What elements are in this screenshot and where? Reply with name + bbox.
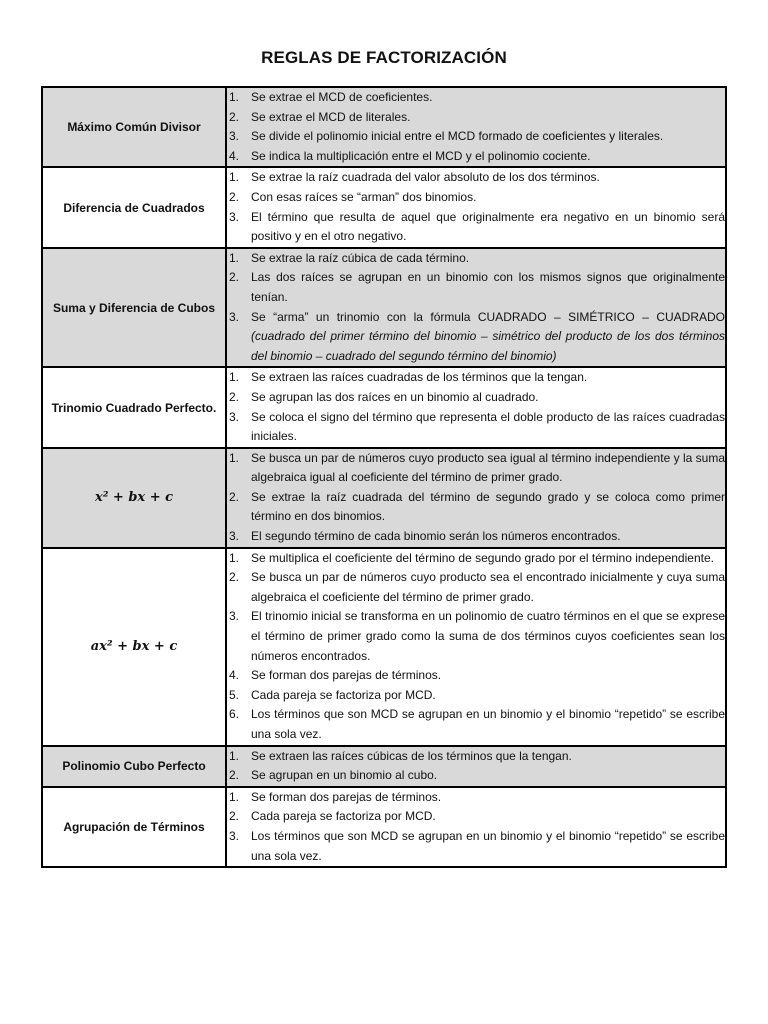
step-number: 5.	[229, 687, 240, 702]
rule-row	[42, 448, 726, 548]
step-item	[227, 208, 725, 247]
step-item	[227, 568, 725, 607]
step-number: 2.	[229, 189, 240, 204]
step-item	[227, 666, 725, 686]
step-text: Se busca un par de números cuyo producto sea igual al término independiente y la suma algebraica igual al coeficiente del término de primer grado.	[251, 450, 725, 485]
step-item	[227, 488, 725, 527]
rule-name: x² + bx + c	[42, 448, 226, 548]
rule-row	[42, 167, 726, 247]
step-text: Se agrupan en un binomio al cubo.	[251, 768, 438, 783]
step-text: Se divide el polinomio inicial entre el MCD formado de coeficientes y literales.	[251, 129, 664, 144]
step-item	[227, 249, 725, 269]
step-text: El trinomio inicial se transforma en un polinomio de cuatro términos en el que se exprese el término de primer grado como la suma de dos términos cuyos coeficientes sean los números encontrados.	[251, 609, 725, 663]
step-text: Con esas raíces se “arman” dos binomios.	[251, 189, 477, 204]
rule-name: ax² + bx + c	[42, 548, 226, 746]
rule-steps	[226, 248, 726, 368]
step-item	[227, 607, 725, 666]
step-text: Se extrae la raíz cúbica de cada término.	[251, 250, 470, 265]
steps-list	[227, 368, 725, 446]
step-item	[227, 108, 725, 128]
step-text: Se extrae la raíz cuadrada del término de segundo grado y se coloca como primer término en dos binomios.	[251, 489, 725, 524]
step-number: 1.	[229, 370, 240, 385]
steps-list	[227, 88, 725, 166]
step-text: Se coloca el signo del término que representa el doble producto de las raíces cuadradas iniciales.	[251, 409, 725, 444]
step-item	[227, 549, 725, 569]
step-number: 3.	[229, 409, 240, 424]
rule-name: Trinomio Cuadrado Perfecto.	[42, 367, 226, 447]
steps-list	[227, 168, 725, 246]
step-number: 1.	[229, 250, 240, 265]
step-number: 1.	[229, 748, 240, 763]
rule-row	[42, 367, 726, 447]
rule-row	[42, 87, 726, 167]
step-text: El segundo término de cada binomio serán los números encontrados.	[251, 529, 621, 544]
rule-steps	[226, 167, 726, 247]
rule-row	[42, 787, 726, 867]
rule-row	[42, 746, 726, 787]
step-item	[227, 408, 725, 447]
step-number: 3.	[229, 828, 240, 843]
rule-steps	[226, 746, 726, 787]
rule-name: Suma y Diferencia de Cubos	[42, 248, 226, 368]
step-item	[227, 449, 725, 488]
step-item	[227, 705, 725, 744]
steps-list	[227, 249, 725, 367]
step-item	[227, 368, 725, 388]
step-number: 4.	[229, 668, 240, 683]
step-number: 1.	[229, 90, 240, 104]
factorization-rules-table	[41, 86, 727, 868]
step-item	[227, 388, 725, 408]
step-number: 3.	[229, 529, 240, 544]
rule-steps	[226, 548, 726, 746]
step-number: 1.	[229, 170, 240, 185]
step-item	[227, 766, 725, 786]
rule-name: Diferencia de Cuadrados	[42, 167, 226, 247]
step-number: 1.	[229, 450, 240, 465]
step-number: 4.	[229, 148, 240, 163]
step-item	[227, 168, 725, 188]
step-item	[227, 188, 725, 208]
step-text: Se extrae el MCD de coeficientes.	[251, 90, 433, 104]
rule-steps	[226, 367, 726, 447]
step-number: 3.	[229, 209, 240, 224]
step-text: Se extrae la raíz cuadrada del valor absoluto de los dos términos.	[251, 170, 600, 185]
steps-list	[227, 449, 725, 547]
step-number: 6.	[229, 707, 240, 722]
step-text: Cada pareja se factoriza por MCD.	[251, 687, 436, 702]
rule-name: Polinomio Cubo Perfecto	[42, 746, 226, 787]
step-item	[227, 788, 725, 808]
steps-list	[227, 788, 725, 866]
step-item	[227, 88, 725, 108]
step-item	[227, 807, 725, 827]
step-text: Se multiplica el coeficiente del término de segundo grado por el término independiente.	[251, 550, 714, 565]
step-text: Las dos raíces se agrupan en un binomio con los mismos signos que originalmente tenían.	[251, 270, 725, 304]
step-number: 1.	[229, 550, 240, 565]
step-item	[227, 747, 725, 767]
step-item	[227, 308, 725, 367]
step-item	[227, 686, 725, 706]
rule-row	[42, 548, 726, 746]
step-number: 2.	[229, 109, 240, 124]
step-number: 2.	[229, 489, 240, 504]
step-text: Se extraen las raíces cuadradas de los términos que la tengan.	[251, 370, 588, 385]
step-text: Se “arma” un trinomio con la fórmula CUADRADO – SIMÉTRICO – CUADRADO	[251, 309, 725, 324]
rule-steps	[226, 87, 726, 167]
step-item	[227, 827, 725, 866]
step-text: Cada pareja se factoriza por MCD.	[251, 809, 436, 824]
step-text: Se indica la multiplicación entre el MCD y el polinomio cociente.	[251, 148, 591, 163]
steps-list	[227, 747, 725, 786]
rule-steps	[226, 448, 726, 548]
step-number: 2.	[229, 270, 240, 285]
step-text: Se agrupan las dos raíces en un binomio al cuadrado.	[251, 389, 539, 404]
steps-list	[227, 549, 725, 745]
rule-name: Agrupación de Términos	[42, 787, 226, 867]
step-number: 1.	[229, 789, 240, 804]
step-number: 2.	[229, 389, 240, 404]
step-text: Se extraen las raíces cúbicas de los términos que la tengan.	[251, 748, 572, 763]
step-number: 2.	[229, 809, 240, 824]
step-note: (cuadrado del primer término del binomio – simétrico del producto de los dos términos del binomio – cuadrado del segundo término del binomio)	[251, 329, 725, 363]
rule-steps	[226, 787, 726, 867]
step-item	[227, 268, 725, 307]
step-text: Se extrae el MCD de literales.	[251, 109, 411, 124]
step-item	[227, 127, 725, 147]
rule-row	[42, 248, 726, 368]
step-item	[227, 527, 725, 547]
step-number: 3.	[229, 609, 240, 624]
rule-name: Máximo Común Divisor	[42, 87, 226, 167]
page-title: REGLAS DE FACTORIZACIÓN	[261, 48, 507, 67]
step-text: Los términos que son MCD se agrupan en un binomio y el binomio “repetido” se escribe una sola vez.	[251, 707, 725, 741]
rules-table-body	[42, 87, 726, 867]
step-text: Se forman dos parejas de términos.	[251, 789, 442, 804]
step-number: 3.	[229, 309, 240, 324]
step-text: Los términos que son MCD se agrupan en un binomio y el binomio “repetido” se escribe una sola vez.	[251, 828, 725, 863]
step-text: El término que resulta de aquel que originalmente era negativo en un binomio será positivo y en el otro negativo.	[251, 209, 725, 244]
step-text: Se busca un par de números cuyo producto sea el encontrado inicialmente y cuya suma algebraica el coeficiente del término de primer grado.	[251, 570, 725, 604]
step-item	[227, 147, 725, 167]
step-text: Se forman dos parejas de términos.	[251, 668, 442, 683]
step-number: 2.	[229, 768, 240, 783]
step-number: 3.	[229, 129, 240, 144]
step-number: 2.	[229, 570, 240, 585]
